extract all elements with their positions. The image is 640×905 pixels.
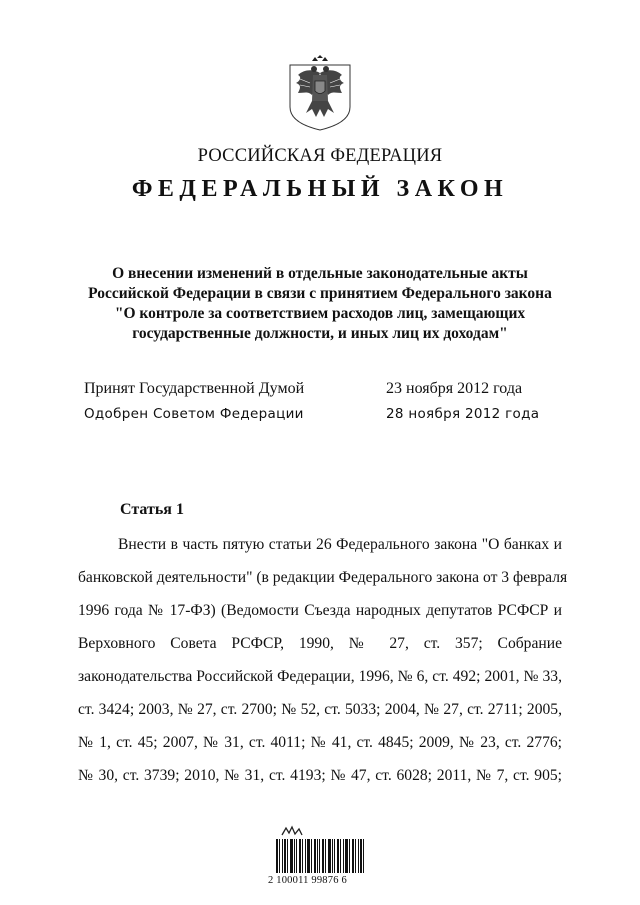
barcode-number: 2 100011 99876 6	[268, 875, 347, 886]
law-title	[60, 264, 580, 344]
law-title-line: О внесении изменений в отдельные законодательные акты	[112, 265, 528, 282]
article-text-line: ст. 3424; 2003, № 27, ст. 2700; № 52, ст. 5033; 2004, № 27, ст. 2711; 2005,	[78, 701, 562, 718]
article-text-line: Верховного Совета РСФСР, 1990, № 27, ст. 357; Собрание	[78, 635, 562, 652]
country-name: РОССИЙСКАЯ ФЕДЕРАЦИЯ	[197, 146, 443, 166]
duma-adoption-date: 23 ноября 2012 года	[386, 380, 523, 397]
law-title-line: государственные должности, и иных лиц их доходам"	[132, 325, 508, 342]
law-title-line: Российской Федерации в связи с принятием Федерального закона	[88, 285, 552, 302]
article-text-line: банковской деятельности" (в редакции Федерального закона от 3 февраля	[78, 569, 568, 586]
article-text-line: 1996 года № 17-ФЗ) (Ведомости Съезда народных депутатов РСФСР и	[78, 602, 562, 619]
article-text-line: законодательства Российской Федерации, 1996, № 6, ст. 492; 2001, № 33,	[78, 668, 562, 685]
article-heading: Статья 1	[120, 501, 184, 518]
article-text-line: № 30, ст. 3739; 2010, № 31, ст. 4193; № 47, ст. 6028; 2011, № 7, ст. 905;	[78, 767, 562, 784]
stamp-mark-icon	[280, 825, 304, 837]
barcode-icon	[276, 839, 364, 873]
document-type-heading: ФЕДЕРАЛЬНЫЙ ЗАКОН	[131, 176, 509, 202]
council-approval-label: Одобрен Советом Федерации	[84, 406, 304, 422]
registration-stamp	[266, 825, 376, 895]
council-approval-date: 28 ноября 2012 года	[386, 406, 540, 422]
article-text-line: № 1, ст. 45; 2007, № 31, ст. 4011; № 41, ст. 4845; 2009, № 23, ст. 2776;	[78, 734, 562, 751]
article-text-line: Внести в часть пятую статьи 26 Федерального закона "О банках и	[118, 536, 562, 553]
coat-of-arms-icon	[286, 55, 354, 131]
law-title-line: "О контроле за соответствием расходов лиц, замещающих	[114, 305, 526, 322]
duma-adoption-label: Принят Государственной Думой	[84, 380, 305, 397]
